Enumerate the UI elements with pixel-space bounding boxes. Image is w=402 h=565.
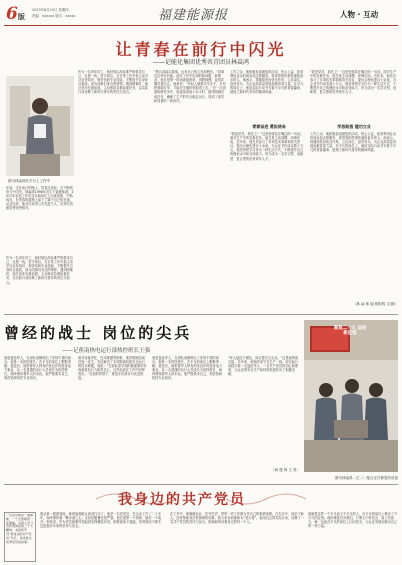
- article1-col1-text-c: 作为一名青年员工，他时刻以高标准严格要求自己，扎根一线，坚守岗位。在日常工作中他主动学习业务知识，刻苦钻研专业技能，不断提升自身综合素质，成为同事们身边的榜样。遇到困难时，他总是冲在最前面，主动承担急难险重任务，以实际行动诠释了新时代青年的责任与担当。: [6, 256, 73, 285]
- article1-photo: [6, 76, 74, 176]
- article2-photo-caption: 图为林焱鸿（左二）配合正在修复的设备: [335, 476, 398, 480]
- article1-subtitle: ——记能化集团优秀共青团员林焱鸿: [152, 59, 249, 66]
- article1-subhead1: 青春奋进 勇担使命: [252, 124, 286, 129]
- article3-banner-title: 我身边的共产党员: [118, 492, 246, 508]
- article3-sidebar-box: [4, 512, 36, 562]
- page-number: 6版: [6, 4, 25, 24]
- article2-subtitle: ——记蕉南热电运行部热控班长王强: [62, 348, 151, 354]
- article3-col2-text: 在工作中，他兢兢业业、任劳任怨，把每一项工作都当作自己的事情来做。在生活中，他乐于助人，经常帮助身边有困难的同事，被大家亲切地称为“老大哥”。他用自己的实际行动，诠释了一名共产党员的责任与担当，影响和带动着身边的每一个人。: [170, 512, 304, 525]
- article3-sidebar-text: 一名党员就是一面旗帜，一个支部就是一座堡垒。为深入学习宣传贯彻党的二十大精神，本报特开设“我身边的共产党员”专栏，讲述身边优秀党员的故事。: [6, 514, 34, 544]
- article2-col2-text: 面对设备老化、技术难题等困难，他带领班组成员逐一攻关，先后解决了多项影响机组安全运行的技术难题。他说：“在部队里学到的最重要的东西就是执行力和责任心，这些品质在工作中同样受用。”在他的带领下，班组多次被评为先进班组。: [78, 356, 147, 381]
- article1-photo-caption: 图为林焱鸿在平台上工作中: [8, 179, 50, 183]
- article2-headline: 曾经的战士 岗位的尖兵: [4, 324, 193, 342]
- article1-col2-text: 作为一名青年员工，他时刻以高标准严格要求自己，扎根一线，坚守岗位。在日常工作中他主动学习业务知识，刻苦钻研专业技能，不断提升自身综合素质，成为同事们身边的榜样。遇到困难时，他总是冲在最前面，主动承担急难险重任务，以实际行动诠释了新时代青年的责任与担当。: [78, 70, 149, 95]
- editor-line: 责编：xxxxxx 版式：xxxxx: [32, 14, 76, 18]
- date-line: 2023年8月24日 星期四: [32, 8, 69, 12]
- team-photo-image: [304, 320, 398, 472]
- article1-col5-text-a: “我是党员，我先上！”这是他常挂在嘴边的一句话。面对生产中的急难任务，他总是主动请缨，冲锋在前。近年来，他先后参与了多项技术革新和攻关项目，提出合理化建议十余条，为企业节约成本数十万元。他坚持把学习作为一种生活方式，不断提升自己的理论水平和业务能力，努力成为一名学习型、创新型、复合型的优秀青年人才。: [310, 70, 397, 95]
- article3-col3-text: 他就是这样一个平凡而又不平凡的人，在平凡的岗位上做出了不平凡的业绩。他的事迹告诉我们，只要心中有信念、肩上有担当，就一定能在平凡的岗位上闪闪发光，为企业发展贡献出自己的一份力量。: [308, 512, 398, 529]
- article3-col1-text: 我从第一眼看到他，就被他那股认真劲打动了。他是一名老党员，在企业工作了二十多年，始终保持着一颗赤诚之心。无论是酷暑还是严寒，他总是第一个到岗、最后一个离开。他常说，作为党员就要时刻起到先锋模范作用，困难面前不退缩，荣誉面前不伸手，这是他多年来的坚持与信念。: [40, 512, 165, 529]
- article1-bottom-divider: [4, 314, 398, 315]
- article2-col4-text: “军人退伍不褪色，岗位建功当尖兵。”这是他的座右铭。多年来，他始终坚守在生产一线，用实际行动践行着一名退伍军人、一名共产党员的初心和使命，为企业的安全生产和持续发展作出了积极贡献。: [228, 356, 299, 377]
- header-divider: [4, 25, 398, 26]
- article1-byline: （林 焱 林 丽 欧阳筠 文/图）: [352, 302, 398, 306]
- article1-col4-text-b: “我是党员，我先上！”这是他常挂在嘴边的一句话。面对生产中的急难任务，他总是主动请缨，冲锋在前。近年来，他先后参与了多项技术革新和攻关项目，提出合理化建议十余条，为企业节约成本数十万元。他坚持把学习作为一种生活方式，不断提升自己的理论水平和业务能力，努力成为一名学习型、创新型、复合型的优秀青年人才。: [230, 132, 304, 161]
- article1-col4-text-a: 工作之余，他积极参加团组织活动，热心公益，经常利用业余时间参加志愿服务，将青春的热情传递给更多的人。他表示，将继续发扬优良作风，立足岗位，奋发有为，为企业高质量发展贡献青春力量。在平凡的岗位上，他用实际行动书写着不平凡的青春篇章，展现了新时代青年的精神风貌。: [230, 70, 304, 95]
- worker-figure-image: [6, 76, 74, 176]
- article1-col3-text: “既认真踏实做事，也有自己的主见和想法。”同事们这样评价他。面对工作中出现的新问题、新情况，他总是第一时间查阅资料、请教师傅，直到弄懂弄通为止。他常说：“年轻人就要多学多干，只有把基础打牢，才能在关键时刻顶得上去。”在一次设备检修任务中，他连续奋战十余小时，最终圆满完成任务，确保了生产的安全稳定运行，得到了领导和同事的一致好评。: [154, 70, 226, 103]
- article1-col5-text-b: 工作之余，他积极参加团组织活动，热心公益，经常利用业余时间参加志愿服务，将青春的热情传递给更多的人。他表示，将继续发扬优良作风，立足岗位，奋发有为，为企业高质量发展贡献青春力量。在平凡的岗位上，他用实际行动书写着不平凡的青春篇章，展现了新时代青年的精神风貌。: [310, 132, 397, 153]
- article2-photo-label: 聚焦二十大 奋进新征程: [333, 326, 367, 337]
- article2-col3-text: 他是退伍军人，在部队里锤炼出了坚韧不拔的意志；他是一名热控班长，在平凡的岗位上默默奉献。退伍后，他带着军人特有的优良作风投身电力事业，从一名普通的运行人员成长为热控班长，始终保持着军人的本色。他严格要求自己，刻苦钻研热控专业知识。: [152, 356, 223, 381]
- article2-col1-text: 他是退伍军人，在部队里锤炼出了坚韧不拔的意志；他是一名热控班长，在平凡的岗位上默默奉献。退伍后，他带着军人特有的优良作风投身电力事业，从一名普通的运行人员成长为热控班长，始终保持着军人的本色。他严格要求自己，刻苦钻研热控专业知识。: [4, 356, 71, 381]
- article3-top-divider: [4, 484, 398, 485]
- article2-photo: [304, 320, 398, 472]
- article1-col1-text-b: 年前，走在前行的路上，青春这坐标，在不断的努力中闪光。林焱鸿1996年出生于福建仙游，2017年参加工作后在本职岗位上认真钻研，不断成长，在青春的道路上留下了属于自己的足迹。从业以来，他多次获得公司先进个人、优秀共青团员等荣誉称号。: [6, 186, 74, 211]
- article1-headline: 让青春在前行中闪光: [115, 40, 287, 59]
- article2-byline: （黄 建 林 王 青）: [271, 468, 300, 472]
- masthead-logo: 福建能源报: [158, 8, 229, 23]
- section-title: 人物 · 互动: [340, 10, 379, 19]
- article1-subhead2: 学思践悟 建功立业: [337, 124, 371, 129]
